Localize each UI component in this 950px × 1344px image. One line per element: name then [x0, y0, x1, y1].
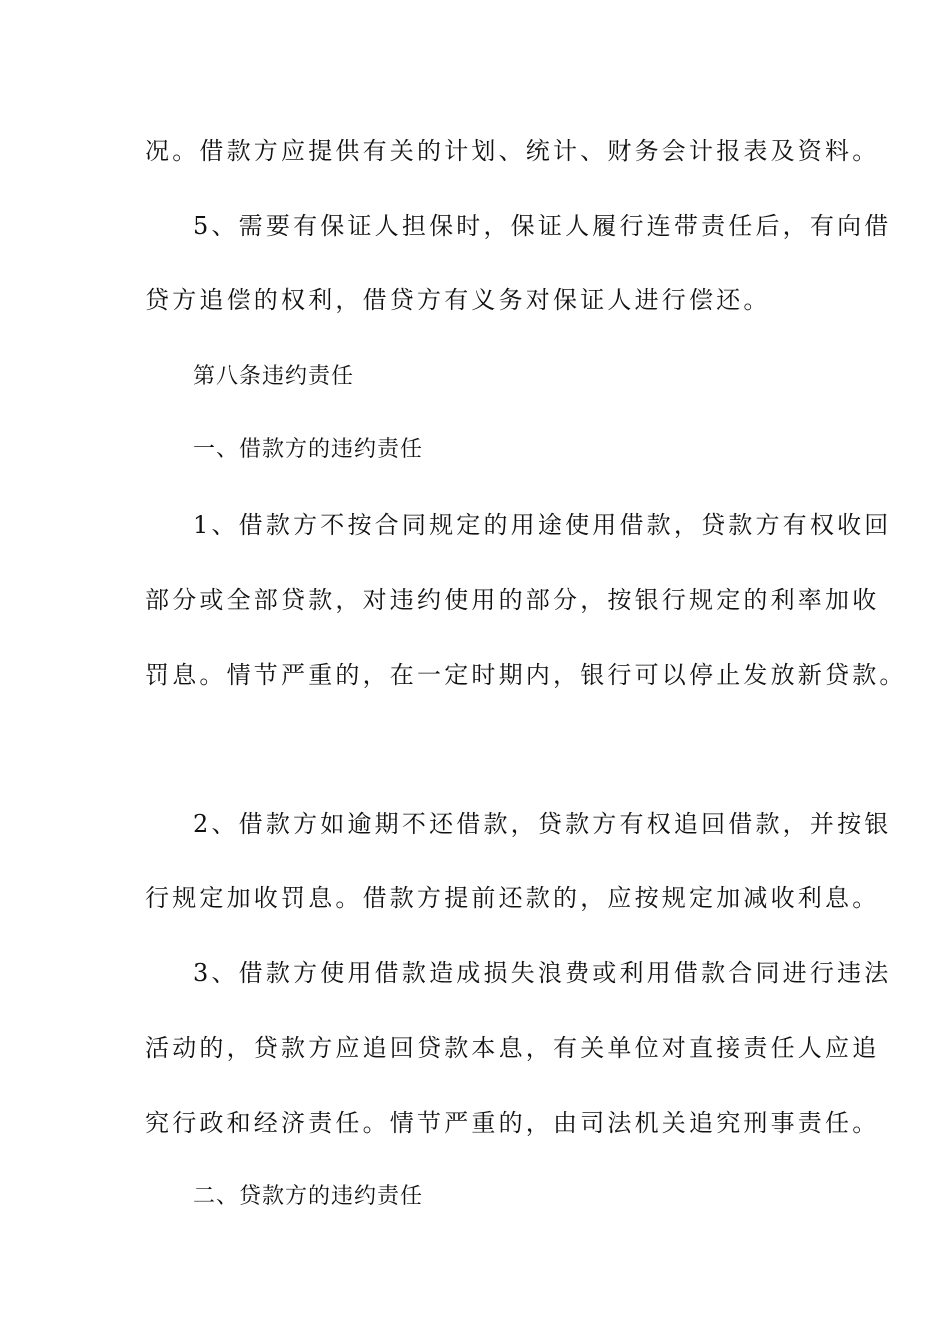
paragraph-line: 贷方追偿的权利，借贷方有义务对保证人进行偿还。 — [145, 286, 771, 314]
paragraph-line: 2、借款方如逾期不还借款，贷款方有权追回借款，并按银 — [193, 810, 892, 838]
subsection-heading: 一、借款方的违约责任 — [193, 437, 424, 462]
paragraph-line: 行规定加收罚息。借款方提前还款的，应按规定加减收利息。 — [145, 884, 880, 912]
paragraph-line: 5、需要有保证人担保时，保证人履行连带责任后，有向借 — [193, 212, 892, 240]
paragraph-line: 1、借款方不按合同规定的用途使用借款，贷款方有权收回 — [193, 511, 892, 539]
paragraph-line: 部分或全部贷款，对违约使用的部分，按银行规定的利率加收 — [145, 586, 880, 614]
subsection-heading: 二、贷款方的违约责任 — [193, 1184, 424, 1209]
paragraph-line: 3、借款方使用借款造成损失浪费或利用借款合同进行违法 — [193, 959, 892, 987]
section-heading: 第八条违约责任 — [193, 364, 355, 389]
paragraph-line: 究行政和经济责任。情节严重的，由司法机关追究刑事责任。 — [145, 1109, 880, 1137]
paragraph-line: 罚息。情节严重的，在一定时期内，银行可以停止发放新贷款。 — [145, 661, 907, 689]
paragraph-line: 况。借款方应提供有关的计划、统计、财务会计报表及资料。 — [145, 137, 880, 165]
paragraph-line: 活动的，贷款方应追回贷款本息，有关单位对直接责任人应追 — [145, 1034, 880, 1062]
